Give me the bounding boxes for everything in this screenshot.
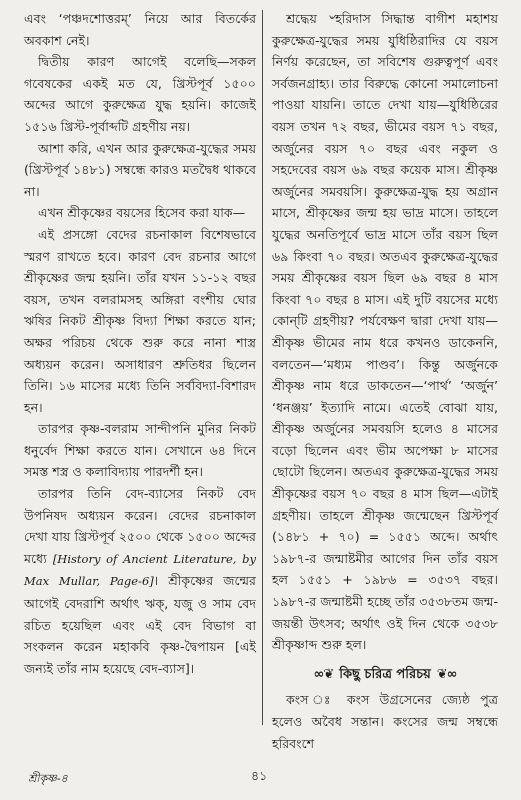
left-column (24, 8, 256, 679)
running-footer: শ্রীকৃষ্ণ-৪ (28, 772, 68, 785)
paragraph: তারপর কৃষ্ণ-বলরাম সান্দীপনি মুনির নিকট ধনুর্বেদ শিক্ষা করতে যান। সেখানে ৬৪ দিনে সমস্ত শস্ত্র ও কলাবিদ্যায় পারদর্শী হন। (24, 421, 256, 480)
ornament-icon: ∞❦ (313, 666, 334, 682)
paragraph-text: । শ্রীকৃষ্ণের জন্মের আগেই বেদরাশি অর্থাৎ ঋক্‌, যজু ও সাম বেদ রচিত হয়েছিল এবং এই বেদ বিভাগ বা সংকলন করেন মহাকবি কৃষ্ণ-দ্বৈপায়ন [এই জন্যই তাঁর নাম হয়েছে বেদ-ব্যাস]। (24, 573, 256, 676)
paragraph: কংস ঃ কংস উগ্রসেনের জ্যেষ্ঠ পুত্র হলেও অবৈধ সন্তান। কংসের জন্ম সম্বন্ধে হরিবংশে (272, 692, 498, 751)
section-heading-text: কিছু চরিত্র পরিচয় (339, 666, 431, 682)
paragraph: আশা করি, এখন আর কুরুক্ষেত্র-যুদ্ধের সময় (খ্রিস্টপূর্ব ১৪৮১) সম্বন্ধে কারও মতদ্বৈধ থাকবে না। (24, 140, 256, 199)
paragraph: এবং ‘পঞ্চদশোত্তরম্’ নিয়ে আর বিতর্কের অবকাশ নেই। (24, 11, 256, 48)
paragraph: এখন শ্রীকৃষ্ণের বয়সের হিসেব করা যাক— (38, 205, 246, 221)
page-number: ৪১ (251, 768, 268, 783)
section-heading (272, 664, 498, 686)
right-column (272, 8, 498, 754)
paragraph: শ্রদ্ধেয় ৺হরিদাস সিদ্ধান্ত বাগীশ মহাশয় কুরুক্ষেত্র-যুদ্ধের সময় যুধিষ্ঠিরাদির যে বয়স নির্ণয় করেছেন, তা সবিশেষ গুরুত্বপূর্ণ এবং সর্বজনগ্রাহ্য। তার বিরুদ্ধে কোনো সমালোচনা পাওয়া যায়নি। তাতে দেখা যায়—যুধিষ্ঠিরের বয়স তখন ৭২ বছর, ভীমের বয়স ৭১ বছর, অর্জুনের বয়স ৭০ বছর এবং নকুল ও সহদেবের বয়স ৬৯ বছর কয়েক মাস। শ্রীকৃষ্ণ অর্জুনের সমবয়সি। কুরুক্ষেত্র-যুদ্ধ হয় অগ্রান মাসে, শ্রীকৃষ্ণের জন্ম হয় ভাদ্র মাসে। তাহলে যুদ্ধের অনতিপূর্বে ভাদ্র মাসে তাঁর বয়স ছিল ৬৯ কিংবা ৭০ বছর। অতএব কুরুক্ষেত্র-যুদ্ধের সময় শ্রীকৃষ্ণের বয়স ছিল ৬৯ বছর ৪ মাস কিংবা ৭০ বছর ৪ মাস। এই দুটি বয়সের মধ্যে কোন্‌টি গ্রহণীয়? পর্যবেক্ষণ দ্বারা দেখা যায়—শ্রীকৃষ্ণ ভীমের নাম ধরে কখনও ডাকেননি, বলতেন—‘মধ্যম পাণ্ডব’। কিন্তু অর্জুনকে শ্রীকৃষ্ণ নাম ধরে ডাকতেন—‘পার্থ’ ‘অর্জুন’ ‘ধনঞ্জয়’ ইত্যাদি নামে। এতেই বোঝা যায়, শ্রীকৃষ্ণ অর্জুনের সমবয়সি হলেও ৪ মাসের বড়ো ছিলেন এবং ভীম অপেক্ষা ৮ মাসের ছোটো ছিলেন। অতএব কুরুক্ষেত্র-যুদ্ধের সময় শ্রীকৃষ্ণের বয়স ৭০ বছর ৪ মাস ছিল—এটাই গ্রহণীয়। তাহলে শ্রীকৃষ্ণ জন্মেছেন খ্রিস্টপূর্ব (১৪৮১ + ৭০) = ১৫৫১ অব্দে। অর্থাৎ ১৯৮৭-র জন্মাষ্টমীর আগের দিন তাঁর বয়স হল ১৫৫১ + ১৯৮৬ = ৩৫৩৭ বছর। ১৯৮৭-র জন্মাষ্টমী হচ্ছে তাঁর ৩৫৩৮তম জন্ম-জয়ন্তী উৎসব; অর্থাৎ ওই দিন থেকে ৩৫৩৮ শ্রীকৃষ্ণাব্দ শুরু হল। (272, 11, 498, 653)
citation: [History of Ancient Literature, by Max Mullar, Page-6] (24, 551, 256, 589)
paragraph: এই প্রসঙ্গো বেদের রচনাকাল বিশেষভাবে স্মরণ রাখতে হবে। কারণ বেদ রচনার আগে শ্রীকৃষ্ণের জন্ম হয়নি। তাঁর যখন ১১-১২ বছর বয়স, তখন বলরামসহ অঙ্গিরা বংশীয় ঘোর ঋষির নিকট শ্রীকৃষ্ণ বিদ্যা শিক্ষা করতে যান; অক্ষর পরিচয় থেকে শুরু করে নানা শাস্ত্র অধ্যয়ন করেন। অসাধারণ শ্রুতিধর ছিলেন তিনি। ১৬ মাসের মধ্যে তিনি সর্ববিদ্যা-বিশারদ হন। (24, 226, 256, 415)
paragraph: দ্বিতীয় কারণ আগেই বলেছি—সকল গবেষকের একই মত যে, খ্রিস্টপূর্ব ১৫০০ অব্দের আগে কুরুক্ষেত্র যুদ্ধ হয়নি। কাজেই ১৫১৬ খ্রিস্ট-পূর্বাব্দটি গ্রহণীয় নয়। (24, 54, 256, 134)
paragraph (24, 483, 256, 679)
column-divider (262, 10, 263, 725)
ornament-icon: ❦∞ (436, 666, 457, 682)
paragraph-text: তারপর তিনি বেদ-ব্যাসের নিকট বেদ উপনিষদ অধ্যয়ন করেন। বেদের রচনাকাল দেখা যায় খ্রিস্টপূর্ব ২৫০০ থেকে ১৫০০ অব্দের মধ্যে (24, 486, 256, 566)
